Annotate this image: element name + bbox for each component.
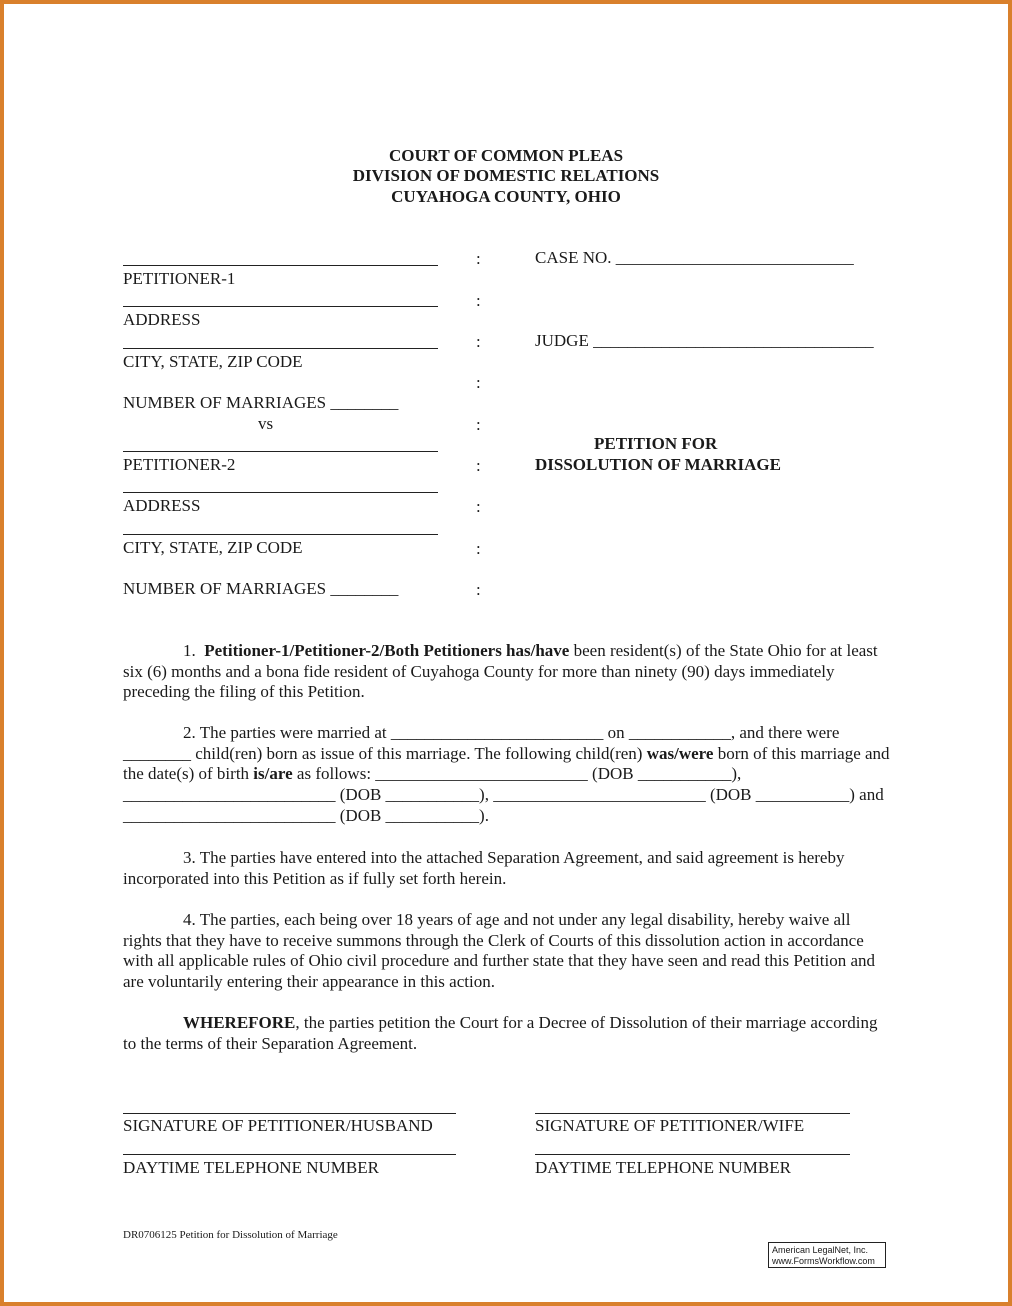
division-name: DIVISION OF DOMESTIC RELATIONS (352, 166, 660, 185)
caption-colon: : (476, 497, 481, 516)
paragraph-marriage: 2. The parties were married at _________________________ on ____________, and there were ________ child(ren) born as issue of this marriage. The following child(ren) was/were born of this marriage and the date(s) of birth is/are as follows: _________________________ (DOB ___________), _________________________ (DOB ___________), _________________________ (DOB ___________) and _________________________ (DOB ___________). (123, 723, 890, 825)
caption-colon: : (476, 456, 481, 475)
publisher-stamp (768, 1242, 886, 1268)
petitioner2-marriages-field[interactable]: NUMBER OF MARRIAGES ________ (123, 579, 399, 598)
caption-colon: : (476, 373, 481, 392)
caption-colon: : (476, 332, 481, 351)
paragraph-residency: 1. Petitioner-1/Petitioner-2/Both Petitioners has/have been resident(s) of the State Ohio for at least six (6) months and a bona fide resident of Cuyahoga County for more than ninety (90) days immediately preceding the filing of this Petition. (123, 641, 878, 702)
petitioner1-address-line[interactable] (123, 306, 438, 307)
petitioner2-city-line[interactable] (123, 534, 438, 535)
husband-phone-line[interactable] (123, 1154, 456, 1155)
petitioner2-address-line[interactable] (123, 492, 438, 493)
husband-signature-label: SIGNATURE OF PETITIONER/HUSBAND (123, 1116, 433, 1135)
husband-signature-line[interactable] (123, 1113, 456, 1114)
husband-phone-label: DAYTIME TELEPHONE NUMBER (123, 1158, 379, 1177)
petitioner1-marriages-field[interactable]: NUMBER OF MARRIAGES ________ (123, 393, 399, 412)
wife-signature-label: SIGNATURE OF PETITIONER/WIFE (535, 1116, 805, 1135)
caption-colon: : (476, 539, 481, 558)
paragraph-separation-agreement: 3. The parties have entered into the attached Separation Agreement, and said agreement is hereby incorporated into this Petition as if fully set forth herein. (123, 848, 845, 888)
caption-colon: : (476, 580, 481, 599)
caption-colon: : (476, 415, 481, 434)
caption-colon: : (476, 249, 481, 268)
paragraph-wherefore: WHEREFORE, the parties petition the Court for a Decree of Dissolution of their marriage according to the terms of their Separation Agreement. (123, 1013, 878, 1053)
judge-field[interactable]: JUDGE _________________________________ (535, 331, 874, 350)
petitioner1-city-label: CITY, STATE, ZIP CODE (123, 352, 303, 371)
petitioner-choice: Petitioner-1/Petitioner-2/Both Petitioners has/have (204, 641, 570, 660)
petitioner2-name-line[interactable] (123, 451, 438, 452)
petitioner1-city-line[interactable] (123, 348, 438, 349)
vs-label: vs (258, 414, 274, 433)
wife-phone-label: DAYTIME TELEPHONE NUMBER (535, 1158, 791, 1177)
petition-title-line2: DISSOLUTION OF MARRIAGE (535, 455, 781, 474)
paragraph-waiver: 4. The parties, each being over 18 years of age and not under any legal disability, hereby waive all rights that they have to receive summons through the Clerk of Courts of this dissolution action in accordance with all applicable rules of Ohio civil procedure and further state that they have seen and read this Petition and are voluntarily entering their appearance in this action. (123, 910, 876, 992)
caption-colon: : (476, 291, 481, 310)
petition-title-line1: PETITION FOR (594, 434, 718, 453)
petitioner1-label: PETITIONER-1 (123, 269, 236, 288)
wife-signature-line[interactable] (535, 1113, 850, 1114)
petitioner2-label: PETITIONER-2 (123, 455, 236, 474)
court-name: COURT OF COMMON PLEAS (388, 146, 624, 165)
petitioner2-address-label: ADDRESS (123, 496, 201, 515)
petitioner1-name-line[interactable] (123, 265, 438, 266)
form-id: DR0706125 Petition for Dissolution of Marriage (123, 1229, 338, 1241)
stamp-company: American LegalNet, Inc. (772, 1245, 869, 1255)
petitioner2-city-label: CITY, STATE, ZIP CODE (123, 538, 303, 557)
county-name: CUYAHOGA COUNTY, OHIO (391, 187, 621, 206)
wife-phone-line[interactable] (535, 1154, 850, 1155)
petitioner1-address-label: ADDRESS (123, 310, 201, 329)
stamp-url: www.FormsWorkflow.com (772, 1256, 875, 1266)
case-number-field[interactable]: CASE NO. ____________________________ (535, 248, 854, 267)
